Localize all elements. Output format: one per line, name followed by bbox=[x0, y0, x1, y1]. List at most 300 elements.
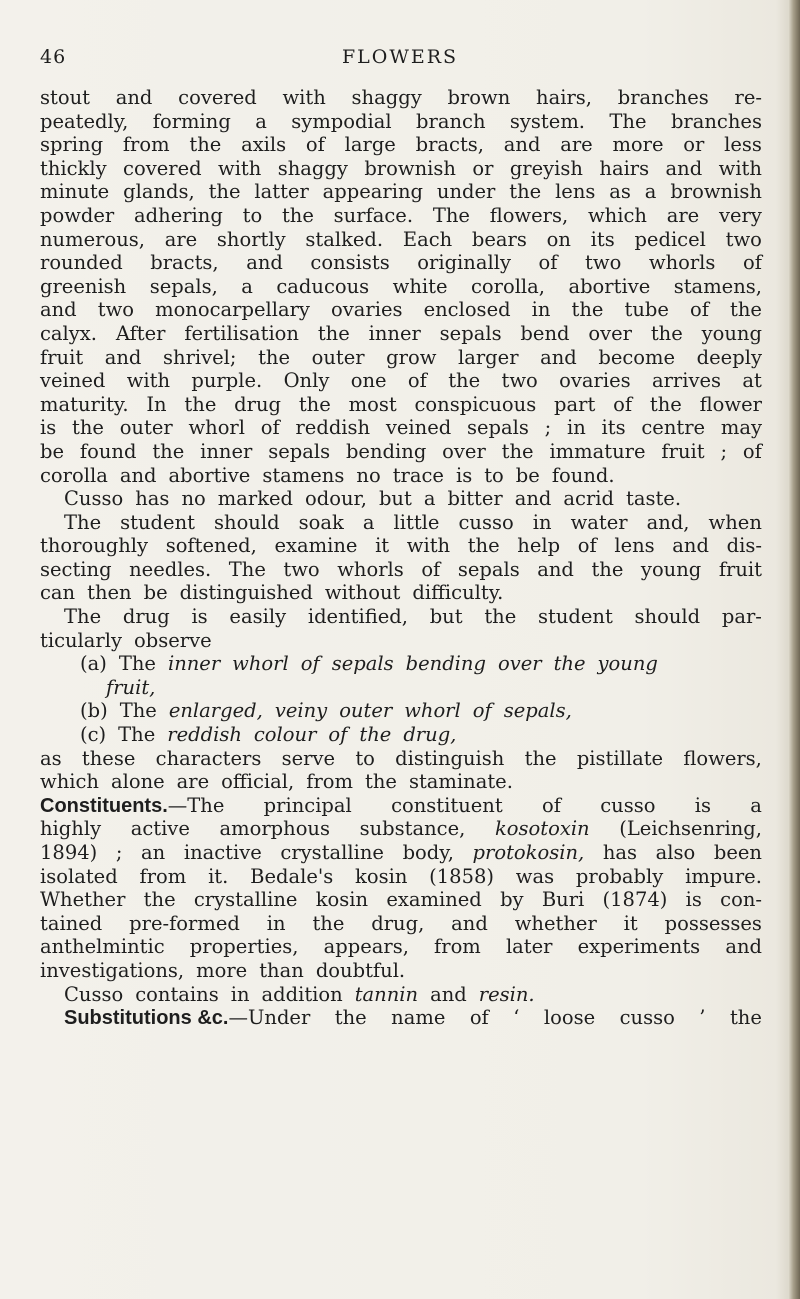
word: of bbox=[541, 793, 561, 817]
word: greyish bbox=[509, 156, 583, 180]
word: larger bbox=[458, 345, 519, 369]
word: thickly bbox=[40, 156, 107, 180]
word: pedicel bbox=[634, 227, 706, 251]
word: tube bbox=[624, 298, 669, 322]
word: outer bbox=[339, 699, 393, 723]
word: properties, bbox=[189, 935, 299, 959]
text-line bbox=[40, 534, 762, 558]
word: flowers, bbox=[489, 203, 569, 227]
word: appears, bbox=[323, 935, 409, 959]
word: the bbox=[281, 203, 314, 227]
text-line bbox=[40, 888, 762, 912]
word: of bbox=[469, 1006, 489, 1030]
word: crystalline bbox=[280, 841, 384, 864]
text-line bbox=[40, 346, 762, 370]
word: protokosin, bbox=[472, 841, 585, 864]
word: from bbox=[306, 770, 354, 794]
word: very bbox=[718, 203, 762, 227]
text-line bbox=[40, 440, 762, 464]
word: little bbox=[393, 510, 440, 534]
word: whorl bbox=[232, 652, 289, 676]
text-line bbox=[40, 605, 762, 629]
word: sepals bbox=[268, 439, 331, 463]
word: the bbox=[448, 369, 481, 393]
text-line bbox=[40, 676, 762, 700]
word: the bbox=[553, 652, 586, 676]
text-line bbox=[40, 511, 762, 535]
word: of bbox=[577, 534, 597, 558]
word: axils bbox=[241, 133, 287, 157]
word: is bbox=[40, 416, 57, 440]
word: hairs bbox=[599, 156, 650, 180]
word: easily bbox=[229, 605, 287, 629]
word: white bbox=[392, 274, 448, 298]
word: more bbox=[196, 958, 248, 982]
word: young bbox=[640, 557, 702, 581]
word: isolated bbox=[40, 864, 118, 888]
word: needles. bbox=[129, 557, 212, 581]
word: bend bbox=[520, 321, 570, 345]
word: surface. bbox=[333, 203, 414, 227]
word: and bbox=[104, 345, 142, 369]
word: a bbox=[241, 274, 253, 298]
word: which bbox=[587, 203, 647, 227]
word: the bbox=[298, 392, 331, 416]
word: the bbox=[312, 911, 345, 935]
word: numerous, bbox=[40, 227, 145, 251]
word: young bbox=[597, 652, 658, 676]
word: anthelmintic bbox=[40, 935, 165, 959]
word: are bbox=[560, 133, 593, 157]
text-line bbox=[40, 298, 762, 322]
word: substance, bbox=[359, 817, 466, 841]
word: whorls bbox=[648, 251, 716, 275]
word: which bbox=[40, 770, 99, 794]
word: rounded bbox=[40, 251, 123, 275]
word: the bbox=[501, 439, 534, 463]
word: Each bbox=[402, 227, 453, 251]
word: trace bbox=[392, 463, 444, 487]
word: two bbox=[501, 369, 538, 393]
word: acrid bbox=[563, 487, 614, 511]
word: Constituents.—The bbox=[40, 793, 225, 817]
word: two bbox=[97, 298, 135, 322]
word: stamens bbox=[262, 463, 345, 487]
word: (1874) bbox=[602, 888, 668, 912]
running-title: FLOWERS bbox=[341, 46, 459, 68]
word: veiny bbox=[274, 699, 328, 723]
word: sepals bbox=[457, 557, 520, 581]
word: covered bbox=[178, 86, 257, 109]
word: fruit bbox=[718, 557, 762, 581]
word: The bbox=[119, 699, 157, 723]
word: deeply bbox=[696, 345, 762, 369]
word: shrivel; bbox=[163, 345, 237, 369]
word: should bbox=[634, 605, 701, 629]
word: brown bbox=[447, 86, 511, 109]
text-line bbox=[40, 723, 762, 747]
word: minute bbox=[40, 180, 110, 204]
word: in bbox=[566, 416, 586, 440]
word: Buri bbox=[541, 888, 585, 912]
text-line bbox=[40, 841, 762, 865]
word: outer bbox=[119, 416, 173, 440]
word: and bbox=[115, 86, 153, 109]
word: or bbox=[472, 156, 494, 180]
word: examined bbox=[386, 888, 482, 912]
word: with bbox=[718, 156, 762, 180]
word: found. bbox=[551, 463, 615, 487]
word: purple. bbox=[191, 369, 263, 393]
word: ’ bbox=[699, 1006, 706, 1030]
word: bracts, bbox=[415, 133, 485, 157]
word: part bbox=[554, 392, 596, 416]
word: are bbox=[176, 770, 210, 794]
word: experiments bbox=[577, 935, 701, 959]
word: resin. bbox=[478, 982, 535, 1006]
text-line bbox=[40, 1006, 762, 1030]
text-line bbox=[40, 959, 762, 983]
word: over bbox=[588, 321, 632, 345]
word: sepals, bbox=[503, 699, 572, 723]
word: drug bbox=[122, 605, 170, 629]
word: covered bbox=[123, 156, 202, 180]
word: lens bbox=[555, 180, 596, 204]
body-text bbox=[40, 86, 762, 1030]
word: then bbox=[87, 581, 132, 605]
word: on bbox=[546, 227, 571, 251]
text-line bbox=[40, 369, 762, 393]
word: with bbox=[126, 369, 171, 393]
word: was bbox=[515, 864, 555, 888]
word: bending bbox=[405, 652, 486, 676]
word: constituent bbox=[391, 793, 503, 817]
text-line bbox=[40, 322, 762, 346]
word: with bbox=[282, 86, 326, 109]
word: brownish bbox=[670, 180, 762, 204]
word: softened, bbox=[165, 534, 257, 558]
word: characters bbox=[155, 746, 262, 770]
word: peatedly, bbox=[40, 109, 129, 133]
word: and bbox=[665, 156, 703, 180]
word: sepals bbox=[466, 416, 529, 440]
word: large bbox=[344, 133, 396, 157]
word: the bbox=[184, 392, 217, 416]
word: of bbox=[742, 251, 762, 275]
word: abortive bbox=[168, 463, 251, 487]
word: official, bbox=[221, 770, 295, 794]
word: kosin bbox=[355, 864, 408, 888]
word: tannin bbox=[354, 982, 419, 1006]
word: than bbox=[259, 958, 304, 982]
word: should bbox=[214, 510, 280, 534]
word: is bbox=[191, 605, 208, 629]
word: inner bbox=[200, 439, 253, 463]
text-line bbox=[40, 747, 762, 771]
word: grow bbox=[386, 345, 437, 369]
word: is bbox=[455, 463, 473, 487]
word: immature bbox=[549, 439, 646, 463]
word: in bbox=[531, 298, 551, 322]
page-number: 46 bbox=[40, 46, 67, 68]
word: conspicuous bbox=[414, 392, 537, 416]
word: and bbox=[430, 982, 467, 1006]
word: by bbox=[500, 888, 524, 912]
word: crystalline bbox=[193, 888, 298, 912]
word: fruit bbox=[661, 439, 705, 463]
word: pistillate bbox=[576, 746, 664, 770]
word: and bbox=[672, 534, 709, 558]
word: the bbox=[571, 298, 604, 322]
word: of bbox=[305, 133, 325, 157]
word: bracts, bbox=[150, 251, 219, 275]
text-line bbox=[40, 581, 762, 605]
word: two bbox=[585, 251, 622, 275]
text-line bbox=[40, 770, 762, 794]
word: and bbox=[503, 133, 541, 157]
word: of bbox=[690, 298, 709, 322]
word: the bbox=[72, 416, 104, 440]
word: and, bbox=[646, 510, 690, 534]
word: the bbox=[258, 345, 291, 369]
word: cusso bbox=[619, 1006, 675, 1030]
word: name bbox=[391, 1006, 446, 1030]
word: powder bbox=[40, 203, 115, 227]
word: The bbox=[432, 203, 470, 227]
word: these bbox=[81, 746, 136, 770]
word: the bbox=[650, 321, 683, 345]
word: alone bbox=[110, 770, 165, 794]
word: Bedale's bbox=[250, 864, 334, 888]
word: possesses bbox=[664, 911, 762, 935]
word: the bbox=[730, 298, 762, 322]
word: and bbox=[451, 911, 488, 935]
word: cusso bbox=[458, 510, 514, 534]
word: The bbox=[228, 557, 266, 581]
text-line bbox=[40, 865, 762, 889]
text-line bbox=[40, 629, 762, 653]
word: of bbox=[260, 416, 280, 440]
word: difficulty. bbox=[412, 581, 504, 605]
word: young bbox=[701, 321, 762, 345]
word: Cusso bbox=[64, 982, 124, 1006]
word: odour, bbox=[305, 487, 367, 511]
word: dis- bbox=[726, 534, 762, 558]
word: from bbox=[434, 935, 481, 959]
word: Whether bbox=[40, 888, 126, 912]
word: 1894) bbox=[40, 841, 98, 864]
word: two bbox=[725, 227, 762, 251]
word: to bbox=[484, 463, 504, 487]
word: of bbox=[407, 369, 427, 393]
word: greenish bbox=[40, 274, 127, 298]
word: glands, bbox=[123, 180, 195, 204]
word: be bbox=[40, 439, 65, 463]
word: a bbox=[644, 180, 657, 204]
word: adhering bbox=[134, 203, 223, 227]
word: ‘ bbox=[513, 1006, 520, 1030]
word: branches bbox=[617, 86, 709, 109]
word: abortive bbox=[568, 274, 651, 298]
word: bears bbox=[471, 227, 527, 251]
page-edge-shadow bbox=[788, 0, 800, 1299]
word: sympodial bbox=[291, 109, 392, 133]
word: shaggy bbox=[351, 86, 422, 109]
running-head bbox=[40, 46, 760, 70]
word: kosin bbox=[315, 888, 369, 912]
word: be bbox=[515, 463, 540, 487]
word: centre bbox=[641, 416, 706, 440]
word: the bbox=[334, 1006, 367, 1030]
word: cusso bbox=[600, 793, 656, 817]
word: it. bbox=[208, 864, 229, 888]
word: has bbox=[602, 841, 638, 864]
word: reddish bbox=[295, 416, 371, 440]
word: distinguish bbox=[395, 746, 505, 770]
word: a bbox=[750, 793, 762, 817]
word: observe bbox=[134, 628, 212, 652]
word: veined bbox=[40, 369, 106, 393]
word: bitter bbox=[447, 487, 503, 511]
word: (a) bbox=[80, 652, 107, 676]
word: and bbox=[119, 463, 157, 487]
word: or bbox=[683, 133, 705, 157]
word: Cusso bbox=[64, 487, 124, 511]
word: appearing bbox=[322, 180, 424, 204]
word: After bbox=[115, 321, 166, 345]
text-line bbox=[40, 204, 762, 228]
word: may bbox=[720, 416, 762, 440]
word: no bbox=[181, 487, 206, 511]
word: enclosed bbox=[423, 298, 511, 322]
text-line bbox=[40, 935, 762, 959]
word: of bbox=[472, 699, 492, 723]
word: is bbox=[694, 793, 711, 817]
word: ; bbox=[544, 416, 552, 440]
text-line bbox=[40, 699, 762, 723]
word: of bbox=[421, 557, 441, 581]
word: ovaries bbox=[559, 369, 631, 393]
word: has bbox=[135, 487, 170, 511]
word: staminate. bbox=[408, 770, 513, 794]
word: inner bbox=[368, 321, 421, 345]
word: The bbox=[118, 652, 156, 676]
word: bending bbox=[345, 439, 427, 463]
word: its bbox=[590, 227, 615, 251]
word: hairs, bbox=[536, 86, 592, 109]
text-line bbox=[40, 817, 762, 841]
word: outer bbox=[311, 345, 365, 369]
word: arrives bbox=[651, 369, 722, 393]
word: of bbox=[328, 723, 348, 747]
word: to bbox=[355, 746, 375, 770]
word: its bbox=[601, 416, 626, 440]
word: in bbox=[266, 911, 286, 935]
word: in bbox=[230, 982, 250, 1006]
word: of bbox=[538, 251, 558, 275]
word: no bbox=[356, 463, 381, 487]
text-line bbox=[40, 393, 762, 417]
text-line bbox=[40, 110, 762, 134]
word: fertilisation bbox=[184, 321, 299, 345]
word: stout bbox=[40, 86, 90, 109]
word: but bbox=[378, 487, 412, 511]
word: maturity. bbox=[40, 392, 129, 416]
word: latter bbox=[254, 180, 309, 204]
word: whether bbox=[514, 911, 597, 935]
word: under bbox=[436, 180, 496, 204]
word: stalked. bbox=[305, 227, 384, 251]
text-line bbox=[40, 912, 762, 936]
text-line bbox=[40, 86, 762, 110]
word: marked bbox=[217, 487, 294, 511]
text-line bbox=[40, 180, 762, 204]
word: inner bbox=[167, 652, 221, 676]
word: the bbox=[524, 746, 557, 770]
word: the bbox=[649, 392, 682, 416]
word: thoroughly bbox=[40, 534, 149, 558]
word: (c) bbox=[80, 723, 107, 747]
word: without bbox=[324, 581, 401, 605]
word: the bbox=[189, 133, 222, 157]
text-line bbox=[40, 652, 762, 676]
word: ticularly bbox=[40, 628, 122, 652]
text-line bbox=[40, 275, 762, 299]
word: a bbox=[255, 109, 267, 133]
word: to bbox=[242, 203, 263, 227]
word: over bbox=[442, 439, 486, 463]
word: (b) bbox=[80, 699, 108, 723]
word: Substitutions &c.—Under bbox=[64, 1006, 311, 1030]
word: kosotoxin bbox=[494, 817, 590, 841]
word: calyx. bbox=[40, 321, 97, 345]
word: The bbox=[609, 109, 647, 133]
word: less bbox=[724, 133, 762, 157]
word: The bbox=[118, 723, 156, 747]
word: of bbox=[742, 439, 762, 463]
word: from bbox=[122, 133, 170, 157]
word: The bbox=[64, 605, 102, 629]
word: as bbox=[40, 746, 62, 770]
word: it bbox=[375, 534, 390, 558]
text-line bbox=[40, 558, 762, 582]
word: and bbox=[537, 557, 574, 581]
word: contains bbox=[135, 982, 219, 1006]
word: body, bbox=[402, 841, 454, 864]
word: re- bbox=[734, 86, 762, 109]
word: also bbox=[655, 841, 696, 864]
word: the bbox=[591, 557, 624, 581]
word: help bbox=[517, 534, 561, 558]
word: brownish bbox=[364, 156, 456, 180]
word: the bbox=[208, 180, 241, 204]
word: examine bbox=[274, 534, 358, 558]
word: an bbox=[141, 841, 166, 864]
word: found bbox=[79, 439, 137, 463]
word: the bbox=[509, 180, 542, 204]
word: amorphous bbox=[219, 817, 330, 841]
word: monocarpellary bbox=[155, 298, 310, 322]
word: In bbox=[146, 392, 167, 416]
text-line bbox=[40, 983, 762, 1007]
word: system. bbox=[509, 109, 586, 133]
word: is bbox=[685, 888, 702, 912]
word: the bbox=[365, 770, 397, 794]
word: with bbox=[218, 156, 262, 180]
word: one bbox=[350, 369, 387, 393]
word: stamens, bbox=[673, 274, 762, 298]
word: whorl bbox=[404, 699, 461, 723]
